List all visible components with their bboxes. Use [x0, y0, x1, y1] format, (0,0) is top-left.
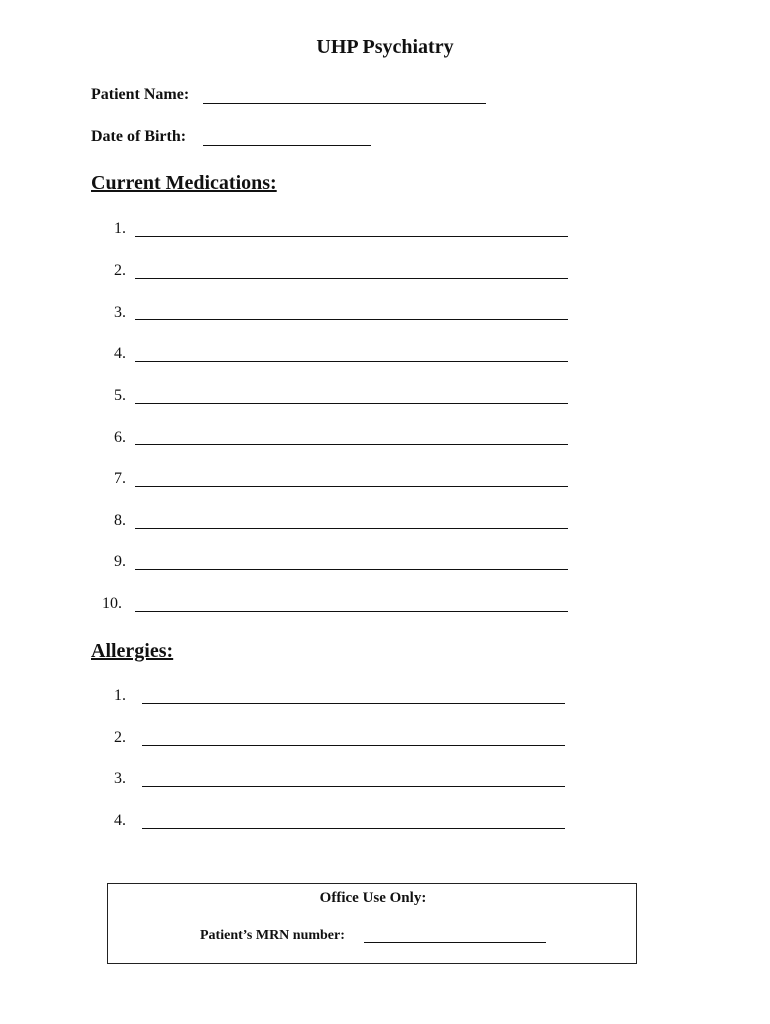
medication-number: 7. — [114, 470, 126, 487]
medication-field[interactable] — [135, 403, 568, 404]
medication-field[interactable] — [135, 361, 568, 362]
allergy-number: 2. — [114, 729, 126, 746]
patient-name-label: Patient Name: — [91, 86, 190, 103]
allergy-field[interactable] — [142, 828, 565, 829]
medication-field[interactable] — [135, 486, 568, 487]
medication-number: 4. — [114, 345, 126, 362]
medication-field[interactable] — [135, 569, 568, 570]
allergy-number: 3. — [114, 770, 126, 787]
medication-number: 2. — [114, 262, 126, 279]
office-use-title: Office Use Only: — [319, 890, 427, 906]
allergies-heading: Allergies: — [91, 640, 174, 662]
office-use-box — [107, 883, 637, 964]
medication-field[interactable] — [135, 611, 568, 612]
medication-number: 8. — [114, 512, 126, 529]
medication-field[interactable] — [135, 444, 568, 445]
medication-field[interactable] — [135, 528, 568, 529]
form-title: UHP Psychiatry — [316, 36, 454, 58]
medication-number: 9. — [114, 553, 126, 570]
medication-field[interactable] — [135, 319, 568, 320]
medication-number: 1. — [114, 220, 126, 237]
medication-field[interactable] — [135, 278, 568, 279]
patient-name-field[interactable] — [203, 103, 486, 104]
medications-heading: Current Medications: — [91, 172, 277, 194]
medication-number: 3. — [114, 304, 126, 321]
allergy-field[interactable] — [142, 786, 565, 787]
allergy-field[interactable] — [142, 703, 565, 704]
mrn-label: Patient’s MRN number: — [200, 928, 345, 943]
allergy-number: 4. — [114, 812, 126, 829]
medication-number: 6. — [114, 429, 126, 446]
date-of-birth-field[interactable] — [203, 145, 371, 146]
allergy-field[interactable] — [142, 745, 565, 746]
mrn-field[interactable] — [364, 942, 546, 943]
date-of-birth-label: Date of Birth: — [91, 128, 187, 145]
allergy-number: 1. — [114, 687, 126, 704]
medication-field[interactable] — [135, 236, 568, 237]
medication-number: 10. — [102, 595, 122, 612]
medication-number: 5. — [114, 387, 126, 404]
